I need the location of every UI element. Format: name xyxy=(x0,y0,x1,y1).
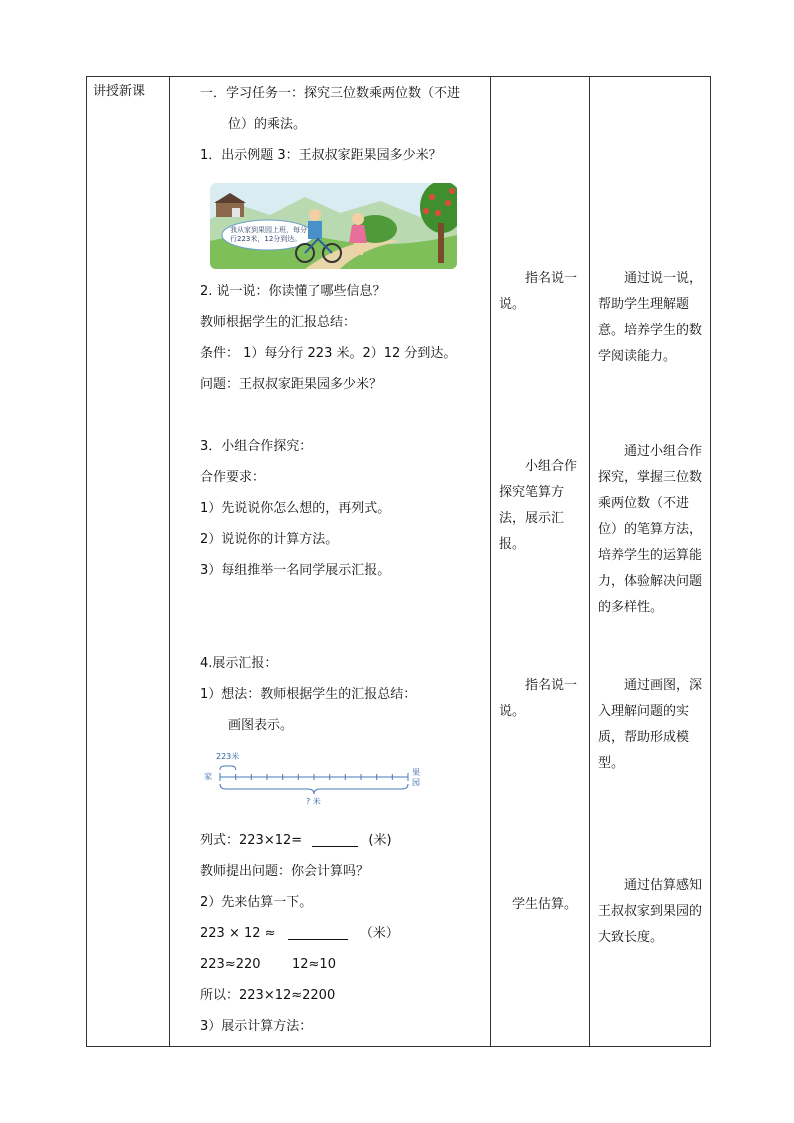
activity-3: 指名说一说。 xyxy=(499,678,578,719)
step2-text: 2. 说一说：你读懂了哪些信息？ xyxy=(200,284,386,299)
lesson-table xyxy=(86,76,711,1047)
estimate-text: 2）先来估算一下。 xyxy=(200,895,313,910)
formula-text: 列式：223×12= xyxy=(200,833,303,848)
intent-cell xyxy=(590,77,711,1047)
question-text: 问题：王叔叔家距果园多少米？ xyxy=(200,377,383,392)
show-method: 3）展示计算方法： xyxy=(200,1019,313,1034)
section-title-cont: 位）的乘法。 xyxy=(228,117,307,132)
orchard-label-1: 果 xyxy=(412,768,420,777)
estimate-unit: （米） xyxy=(359,926,399,941)
idea-text: 1）想法：教师根据学生的汇报总结： xyxy=(200,687,417,702)
approx-a: 223≈220 xyxy=(200,957,261,972)
step4-text: 4.展示汇报： xyxy=(200,656,278,671)
activity-cell xyxy=(491,77,590,1047)
requirement-1: 1）先说说你怎么想的，再列式。 xyxy=(200,501,391,516)
step2-summary: 教师根据学生的汇报总结： xyxy=(200,315,357,330)
segment-diagram xyxy=(200,754,426,818)
formula-blank[interactable] xyxy=(312,834,358,847)
requirement-2: 2）说说你的计算方法。 xyxy=(200,532,339,547)
coop-requirements: 合作要求： xyxy=(200,470,266,485)
category-label: 讲授新课 xyxy=(93,84,146,99)
formula-row xyxy=(200,832,392,850)
example-illustration xyxy=(210,183,457,269)
so-text: 所以：223×12≈2200 xyxy=(200,988,336,1003)
section-title: 一．学习任务一：探究三位数乘两位数（不进 xyxy=(200,86,461,101)
intent-3: 通过画图，深入理解问题的实质，帮助形成模型。 xyxy=(598,678,703,771)
bubble-line-2: 行223米，12分到达。 xyxy=(230,235,302,243)
category-cell xyxy=(87,77,170,1047)
estimate-row xyxy=(200,925,399,943)
formula-unit: (米) xyxy=(368,833,392,848)
total-label: ? 米 xyxy=(306,797,321,806)
teacher-question: 教师提出问题：你会计算吗？ xyxy=(200,864,370,879)
intent-2: 通过小组合作探究，掌握三位数乘两位数（不进位）的笔算方法，培养学生的运算能力，体验解决问题的多样性。 xyxy=(598,444,703,615)
content-cell xyxy=(170,77,491,1047)
intent-4: 通过估算感知王叔叔家到果园的大致长度。 xyxy=(598,878,703,945)
estimate-blank[interactable] xyxy=(288,927,348,940)
activity-4: 学生估算。 xyxy=(512,897,578,912)
activity-1: 指名说一说。 xyxy=(499,271,578,312)
draw-text: 画图表示。 xyxy=(228,718,294,733)
bubble-line-1: 我从家到果园上班，每分 xyxy=(230,226,307,234)
approx-b: 12≈10 xyxy=(292,957,336,972)
activity-2: 小组合作探究笔算方法，展示汇报。 xyxy=(499,459,578,552)
home-label: 家 xyxy=(204,772,212,781)
step1-text: 1．出示例题 3：王叔叔家距果园多少米？ xyxy=(200,148,442,163)
step3-text: 3．小组合作探究： xyxy=(200,439,313,454)
estimate-expr: 223 × 12 ≈ xyxy=(200,926,276,941)
intent-1: 通过说一说，帮助学生理解题意。培养学生的数学阅读能力。 xyxy=(598,271,703,364)
requirement-3: 3）每组推举一名同学展示汇报。 xyxy=(200,563,391,578)
condition-text: 条件： 1）每分行 223 米。2）12 分到达。 xyxy=(200,346,457,361)
orchard-label-2: 园 xyxy=(412,778,420,787)
segment-label: 223米 xyxy=(216,752,240,761)
